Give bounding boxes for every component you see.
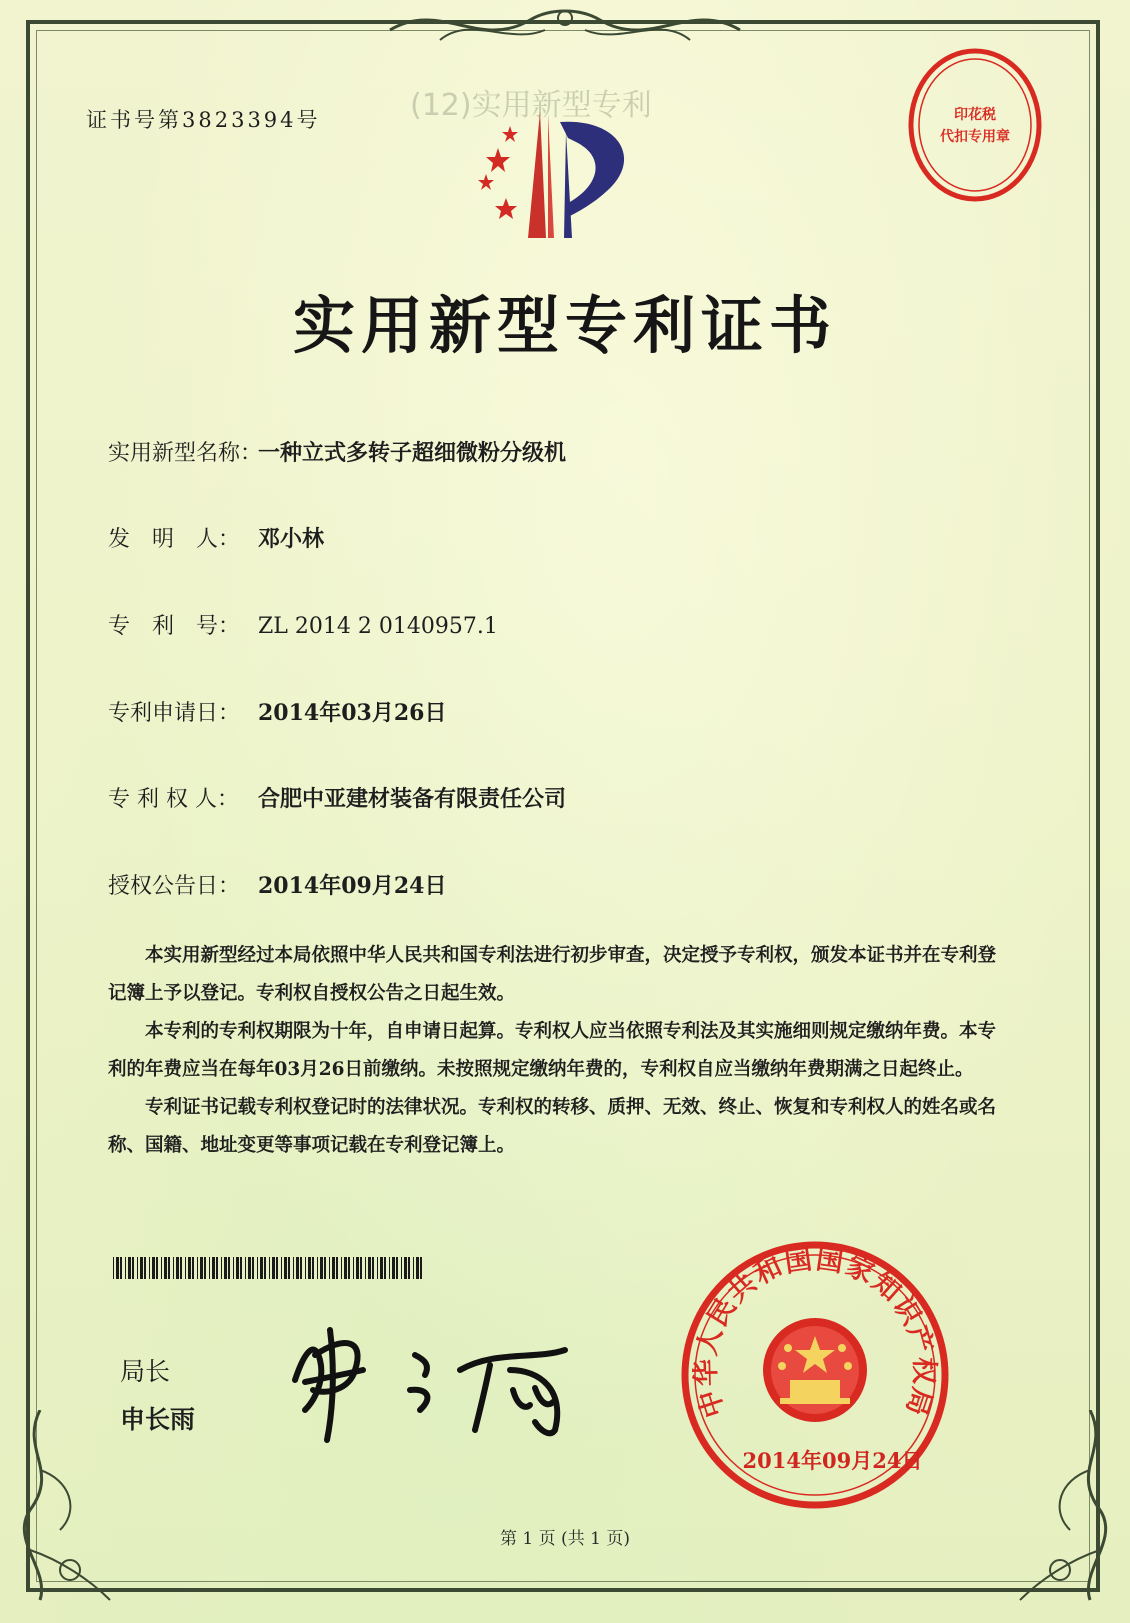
barcode-bar <box>341 1257 342 1279</box>
barcode-bar <box>305 1257 306 1279</box>
barcode-bar <box>329 1257 330 1279</box>
field-value: 2014年09月24日 <box>258 873 447 899</box>
barcode-bar <box>176 1257 179 1279</box>
certificate-number: 证书号第3823394号 <box>86 108 321 132</box>
barcode-bar <box>252 1257 254 1279</box>
barcode-bar <box>132 1257 134 1279</box>
barcode-bar <box>392 1257 395 1279</box>
body-paragraph-1: 本实用新型经过本局依照中华人民共和国专利法进行初步审查，决定授予专利权，颁发本证书并在专利登记簿上予以登记。专利权自授权公告之日起生效。 <box>108 945 997 1004</box>
barcode-bar <box>332 1257 335 1279</box>
barcode-bar <box>384 1257 386 1279</box>
barcode-bar <box>296 1257 299 1279</box>
svg-text:代扣专用章: 代扣专用章 <box>940 129 1010 145</box>
barcode-bar <box>248 1257 251 1279</box>
field-utility-model-name <box>108 436 566 467</box>
barcode-bar <box>260 1257 263 1279</box>
barcode-bar <box>164 1257 167 1279</box>
barcode-bar <box>276 1257 278 1279</box>
barcode-bar <box>156 1257 158 1279</box>
field-value: 一种立式多转子超细微粉分级机 <box>258 440 567 466</box>
barcode-bar <box>197 1257 198 1279</box>
field-value: ZL 2014 2 0140957.1 <box>258 614 498 639</box>
handwritten-signature-icon <box>285 1310 605 1450</box>
corner-ornament-bottom-left-icon <box>10 1410 130 1610</box>
field-label: 发 明 人： <box>108 527 241 552</box>
director-name: 申长雨 <box>120 1405 196 1434</box>
body-paragraph-3: 专利证书记载专利权登记时的法律状况。专利权的转移、质押、无效、终止、恢复和专利权人的姓名或名称、国籍、地址变更等事项记载在专利登记簿上。 <box>108 1097 997 1156</box>
barcode-bar <box>192 1257 194 1279</box>
field-inventor <box>108 522 324 553</box>
barcode-bar <box>360 1257 362 1279</box>
barcode-bar <box>380 1257 383 1279</box>
field-label: 专利申请日： <box>108 701 241 726</box>
barcode-bar <box>416 1257 419 1279</box>
page-number: 第 1 页 (共 1 页) <box>500 1529 630 1549</box>
director-title: 局长 <box>120 1357 171 1386</box>
barcode-bar <box>224 1257 227 1279</box>
barcode-bar <box>281 1257 282 1279</box>
barcode-bar <box>420 1257 422 1279</box>
svg-text:印花税: 印花税 <box>954 107 996 123</box>
patent-office-logo-icon <box>468 108 668 248</box>
barcode-bar <box>317 1257 318 1279</box>
barcode-bar <box>125 1257 126 1279</box>
barcode-bar <box>308 1257 311 1279</box>
barcode-bar <box>168 1257 170 1279</box>
barcode-bar <box>233 1257 234 1279</box>
barcode-bar <box>120 1257 122 1279</box>
field-value: 邓小林 <box>258 526 325 552</box>
barcode-bar <box>324 1257 326 1279</box>
barcode-bar <box>408 1257 410 1279</box>
barcode-bar <box>396 1257 398 1279</box>
barcode-bar <box>372 1257 374 1279</box>
barcode-bar <box>240 1257 242 1279</box>
field-label: 专 利 号： <box>108 614 241 639</box>
barcode-bar <box>185 1257 186 1279</box>
barcode-bar <box>413 1257 414 1279</box>
barcode-bar <box>149 1257 150 1279</box>
barcode-bar <box>144 1257 146 1279</box>
body-paragraph-2: 本专利的专利权期限为十年，自申请日起算。专利权人应当依照专利法及其实施细则规定缴纳年费。本专利的年费应当在每年03月26日前缴纳。未按照规定缴纳年费的，专利权自应当缴纳年费期满之日起终止。 <box>108 1021 997 1080</box>
field-label: 实用新型名称： <box>108 441 263 466</box>
barcode-bar <box>288 1257 290 1279</box>
barcode-bar <box>269 1257 270 1279</box>
barcode-bar <box>320 1257 323 1279</box>
barcode-bar <box>236 1257 239 1279</box>
barcode-bar <box>180 1257 182 1279</box>
barcode-bar <box>293 1257 294 1279</box>
field-grant-date <box>108 869 446 900</box>
barcode-bar <box>284 1257 287 1279</box>
barcode-bar <box>216 1257 218 1279</box>
barcode-bar <box>272 1257 275 1279</box>
top-ornament-icon <box>380 0 750 50</box>
barcode-bar <box>209 1257 210 1279</box>
field-value: 2014年03月26日 <box>258 700 447 726</box>
barcode-bar <box>401 1257 402 1279</box>
barcode-bar <box>204 1257 206 1279</box>
field-patentee <box>108 782 566 813</box>
barcode-bar <box>228 1257 230 1279</box>
barcode-bar <box>353 1257 354 1279</box>
field-patent-number <box>108 609 498 640</box>
barcode-bar <box>188 1257 191 1279</box>
barcode-icon <box>113 1257 423 1279</box>
barcode-bar <box>312 1257 314 1279</box>
certificate-body <box>108 937 1012 1165</box>
barcode-bar <box>221 1257 222 1279</box>
barcode-bar <box>368 1257 371 1279</box>
barcode-bar <box>257 1257 258 1279</box>
seal-date: 2014年09月24日 <box>742 1448 923 1473</box>
barcode-bar <box>173 1257 174 1279</box>
barcode-bar <box>377 1257 378 1279</box>
barcode-bar <box>212 1257 215 1279</box>
barcode-bar <box>344 1257 347 1279</box>
stamp-duty-seal-icon <box>905 45 1045 205</box>
barcode-bar <box>161 1257 162 1279</box>
field-label: 授权公告日： <box>108 874 241 899</box>
barcode-bar <box>116 1257 119 1279</box>
svg-text:中华人民共和国国家知识产权局: 中华人民共和国国家知识产权局 <box>690 1243 940 1422</box>
field-filing-date <box>108 696 446 727</box>
barcode-bar <box>356 1257 359 1279</box>
barcode-bar <box>245 1257 246 1279</box>
ghost-header-text: (12)实用新型专利 <box>410 88 652 123</box>
corner-ornament-bottom-right-icon <box>1000 1410 1120 1610</box>
barcode-bar <box>128 1257 131 1279</box>
barcode-bar <box>264 1257 266 1279</box>
barcode-bar <box>389 1257 390 1279</box>
barcode-bar <box>300 1257 302 1279</box>
field-label: 专 利 权 人： <box>108 787 239 812</box>
barcode-bar <box>200 1257 203 1279</box>
barcode-bar <box>140 1257 143 1279</box>
barcode-bar <box>137 1257 138 1279</box>
field-value: 合肥中亚建材装备有限责任公司 <box>258 786 567 812</box>
barcode-bar <box>365 1257 366 1279</box>
barcode-bar <box>113 1257 114 1279</box>
barcode-bar <box>404 1257 407 1279</box>
barcode-bar <box>348 1257 350 1279</box>
barcode-bar <box>336 1257 338 1279</box>
certificate-title: 实用新型专利证书 <box>292 289 837 362</box>
barcode-bar <box>152 1257 155 1279</box>
